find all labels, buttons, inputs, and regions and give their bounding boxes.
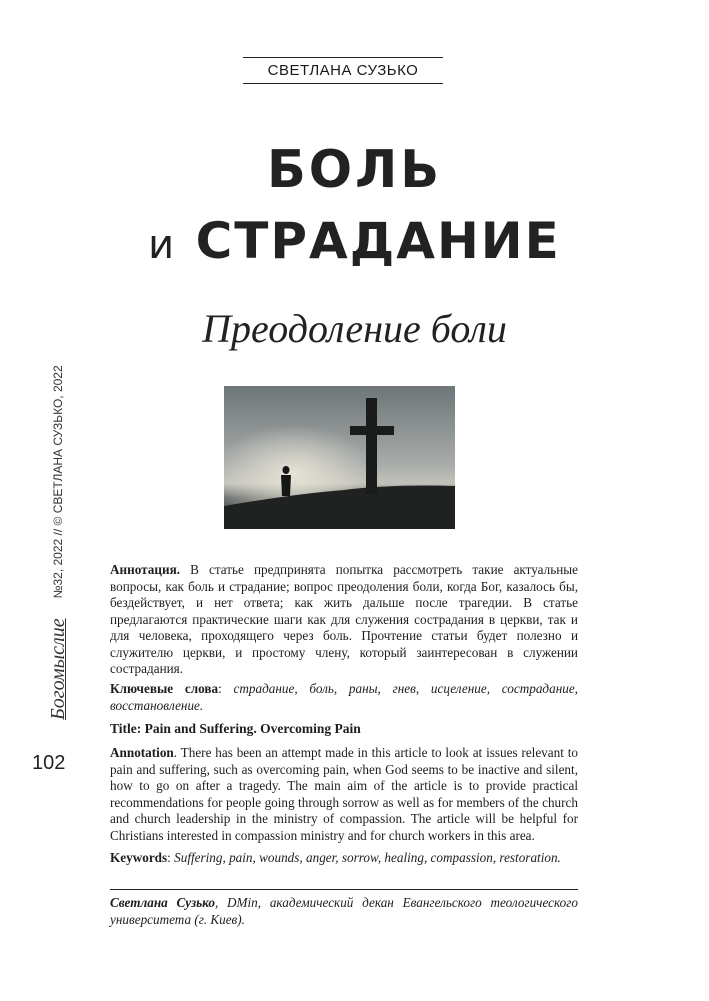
author-header: СВЕТЛАНА СУЗЬКО [243,57,443,84]
annotation-ru-text: В статье предпринята попытка рассмотреть такие актуальные вопросы, как боль и страдание; вопрос преодоления боли, когда Бог, казалось бы, бездействует, и нет ответа; как жить дальше после трагедии. В статье предлагаются практические шаги как для служения сострадания в церкви, так и для человека, проходящего через боль. Прочтение статьи будет полезно и служителю церкви, и простому члену, который заинтересован в служении сострадания. [110,562,578,676]
annotation-en: Annotation. There has been an attempt made in this article to look at issues relevant to pain and suffering, such as overcoming pain, when God seems to be inactive and silent, how to go on after a tragedy. The main aim of the article is to provide practical recommendations for people going through sorrow as well as for members of the church and church leadership in the ministry of compassion. The article will be helpful for Christians interested in compassion ministry and for church workers in this area. [110,745,578,843]
author-info: Светлана Сузько, DMin, академический декан Евангельского теологического университета (г. Киев). [110,895,578,927]
title-prefix: и [148,222,177,268]
author-description: DMin, академический декан Евангельского теологического университета (г. Киев). [110,895,578,927]
article-subtitle: Преодоление боли [202,306,507,351]
keywords-ru-label: Ключевые слова [110,681,219,696]
title-main-word: СТРАДАНИЕ [195,212,561,270]
cross-silhouette-image [224,386,455,529]
annotation-ru [110,562,578,678]
annotation-en-text: There has been an attempt made in this article to look at issues relevant to pain and suffering, such as overcoming pain, when God seems to be inactive and silent, how to go on after a tragedy. The main aim of the article is to provide practical recommendations for people going through sorrow as well as for members of the church and church leadership in the ministry of compassion. The article will be helpful for Christians interested in compassion ministry and for church workers in this area. [110,745,578,843]
title-en: Title: Pain and Suffering. Overcoming Pain [110,721,361,736]
sidebar-citation [46,350,69,720]
keywords-en-label: Keywords [110,850,168,865]
keywords-ru-text: страдание, боль, раны, гнев, исцеление, сострадание, восстановление. [110,681,578,713]
keywords-ru: Ключевые слова: страдание, боль, раны, гнев, исцеление, сострадание, восстановление. [110,681,578,713]
article-title-line-2 [0,212,709,270]
annotation-en-label: Annotation [110,745,174,760]
author-name: Светлана Сузько [110,895,215,910]
page-number: 102 [32,752,66,774]
article-title-line-1: БОЛЬ [266,140,443,200]
divider [110,889,578,890]
keywords-en-text: Suffering, pain, wounds, anger, sorrow, healing, compassion, restoration. [174,850,561,865]
annotation-ru-label: Аннотация. [110,562,181,577]
keywords-en: Keywords: Suffering, pain, wounds, anger, sorrow, healing, compassion, restoration. [110,850,561,865]
cross-photo [224,386,455,529]
journal-logo: Богомыслие [46,618,69,720]
citation-text: №32, 2022 // © СВЕТЛАНА СУЗЬКО, 2022 [51,365,65,599]
